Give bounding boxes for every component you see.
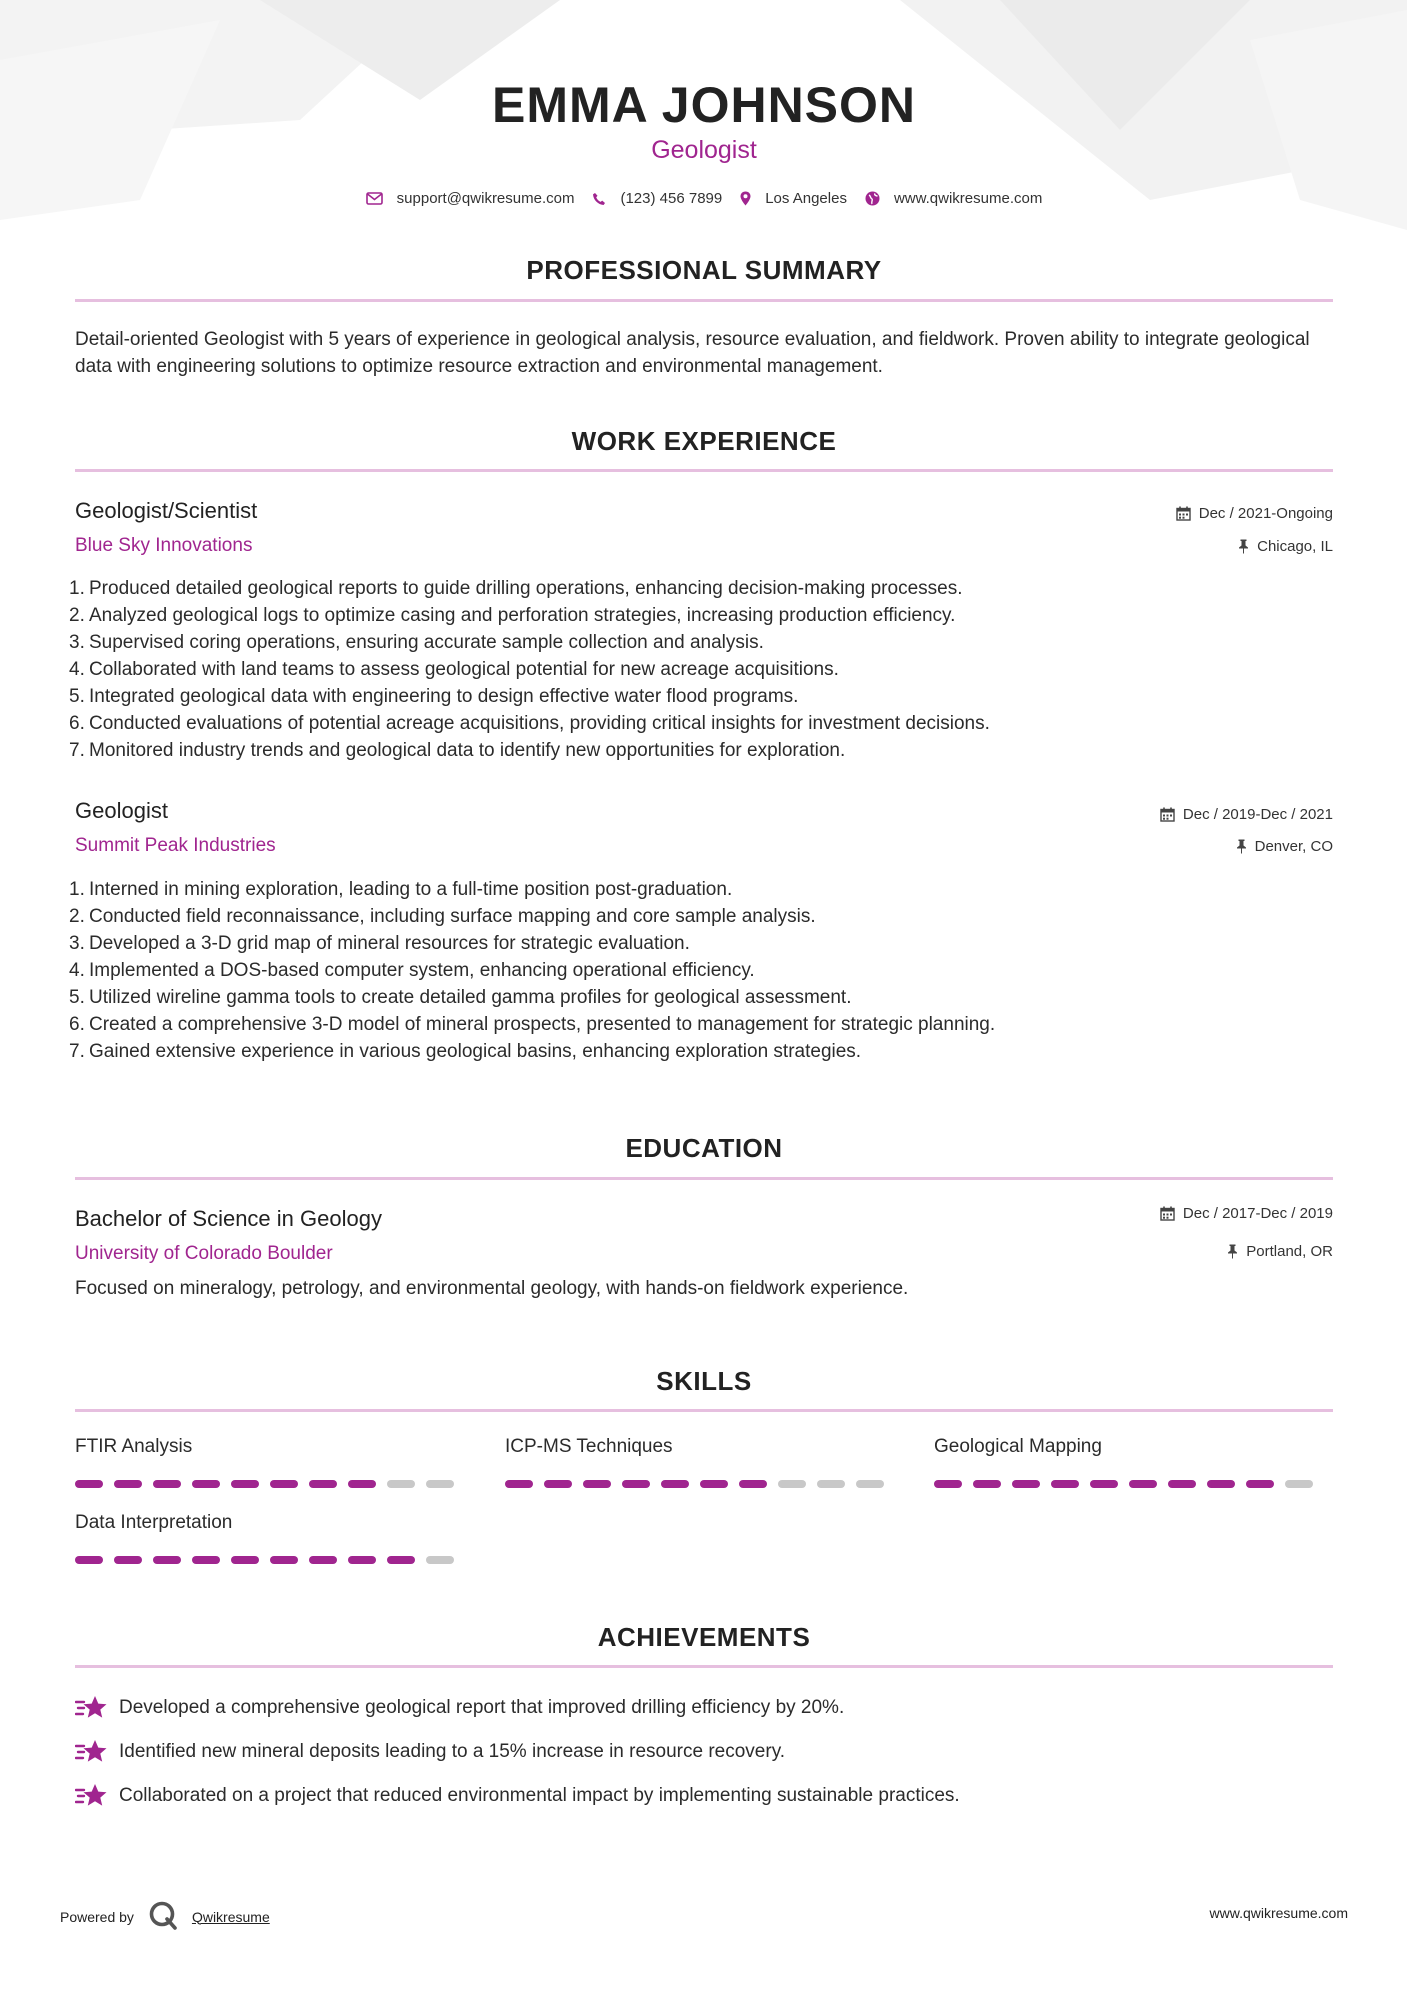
rating-dot-filled [1246,1480,1274,1488]
achievement-item [75,1693,844,1723]
job-dates [1160,806,1333,823]
summary-divider [75,299,1333,302]
skill-rating [75,1556,455,1564]
rating-dot-filled [544,1480,572,1488]
skill-item [75,1436,455,1488]
rating-dot-filled [973,1480,1001,1488]
achievement-item [75,1737,785,1767]
globe-icon [865,191,880,206]
contact-phone[interactable] [592,190,722,207]
phone-icon [592,192,606,206]
education-dates-text: Dec / 2017-Dec / 2019 [1182,1205,1333,1222]
job-location [1238,538,1333,555]
list-item: 3. Supervised coring operations, ensuring accurate sample collection and analysis. [69,632,764,653]
phone-text: (123) 456 7899 [620,190,723,207]
list-item: 3. Developed a 3-D grid map of mineral resources for strategic evaluation. [69,933,690,954]
candidate-name: EMMA JOHNSON [491,77,917,133]
rating-dot-filled [309,1556,337,1564]
skill-item [934,1436,1314,1488]
rating-dot-filled [700,1480,728,1488]
powered-by-label: Powered by [60,1908,134,1925]
qwikresume-logo-icon [148,1900,178,1933]
contact-bar [75,190,1333,207]
job-company: Summit Peak Industries [75,835,276,856]
rating-dot-filled [1129,1480,1157,1488]
achievements-heading: ACHIEVEMENTS [597,1622,811,1652]
website-text: www.qwikresume.com [893,190,1043,207]
star-icon [75,1781,109,1811]
rating-dot-filled [231,1556,259,1564]
pushpin-icon [1238,539,1249,554]
skill-rating [505,1480,885,1488]
rating-dot-filled [1012,1480,1040,1488]
list-item: 7. Monitored industry trends and geological data to identify new opportunities for exploration. [69,740,846,761]
rating-dot-filled [75,1556,103,1564]
email-text: support@qwikresume.com [396,190,575,207]
job-company: Blue Sky Innovations [75,535,253,556]
education-dates [1160,1205,1333,1222]
rating-dot-filled [622,1480,650,1488]
skill-name: Data Interpretation [75,1512,233,1533]
rating-dot-empty [387,1480,415,1488]
rating-dot-filled [231,1480,259,1488]
rating-dot-filled [505,1480,533,1488]
rating-dot-filled [114,1480,142,1488]
map-pin-icon [740,191,751,206]
education-divider [75,1177,1333,1180]
achievement-text: Developed a comprehensive geological report that improved drilling efficiency by 20%. [119,1697,845,1718]
rating-dot-filled [661,1480,689,1488]
rating-dot-filled [192,1556,220,1564]
rating-dot-filled [114,1556,142,1564]
skill-name: FTIR Analysis [75,1436,193,1457]
rating-dot-filled [1051,1480,1079,1488]
achievements-divider [75,1665,1333,1668]
rating-dot-empty [856,1480,884,1488]
rating-dot-filled [387,1556,415,1564]
education-location-text: Portland, OR [1246,1243,1333,1260]
skill-item [75,1512,455,1564]
rating-dot-empty [426,1480,454,1488]
list-item: 6. Conducted evaluations of potential acreage acquisitions, providing critical insights for investment decisions. [69,713,990,734]
job-bullets [69,575,1309,764]
job-dates-text: Dec / 2021-Ongoing [1198,505,1333,522]
rating-dot-filled [583,1480,611,1488]
rating-dot-filled [348,1480,376,1488]
contact-location [740,190,847,207]
job-location-text: Denver, CO [1254,838,1333,855]
calendar-icon [1160,1206,1175,1221]
list-item: 4. Implemented a DOS-based computer system, enhancing operational efficiency. [69,960,755,981]
skill-name: ICP-MS Techniques [505,1436,673,1457]
star-icon [75,1693,109,1723]
rating-dot-filled [153,1480,181,1488]
list-item: 5. Utilized wireline gamma tools to create detailed gamma profiles for geological assessment. [69,987,852,1008]
job-title: Geologist [75,798,168,823]
rating-dot-filled [192,1480,220,1488]
list-item: 7. Gained extensive experience in various geological basins, enhancing exploration strategies. [69,1041,862,1062]
footer-brand-link[interactable]: Qwikresume [191,1908,270,1925]
job-location-text: Chicago, IL [1257,538,1333,555]
location-text: Los Angeles [765,190,847,207]
rating-dot-filled [348,1556,376,1564]
rating-dot-filled [153,1556,181,1564]
rating-dot-filled [1090,1480,1118,1488]
achievement-text: Collaborated on a project that reduced environmental impact by implementing sustainable practices. [119,1785,960,1806]
list-item: 4. Collaborated with land teams to assess geological potential for new acreage acquisitions. [69,659,839,680]
rating-dot-filled [270,1480,298,1488]
achievement-item [75,1781,960,1811]
experience-heading: WORK EXPERIENCE [571,426,837,456]
rating-dot-empty [778,1480,806,1488]
rating-dot-empty [1285,1480,1313,1488]
experience-divider [75,469,1333,472]
rating-dot-filled [309,1480,337,1488]
job-dates-text: Dec / 2019-Dec / 2021 [1182,806,1333,823]
rating-dot-filled [934,1480,962,1488]
degree-title: Bachelor of Science in Geology [75,1206,382,1231]
skill-item [505,1436,885,1488]
job-location [1236,838,1333,855]
skills-divider [75,1409,1333,1412]
calendar-icon [1176,506,1191,521]
education-heading: EDUCATION [625,1133,783,1163]
list-item: 2. Analyzed geological logs to optimize casing and perforation strategies, increasing production efficiency. [69,605,956,626]
envelope-icon [366,192,383,205]
summary-heading: PROFESSIONAL SUMMARY [526,255,882,285]
list-item: 6. Created a comprehensive 3-D model of mineral prospects, presented to management for strategic planning. [69,1014,996,1035]
job-title: Geologist/Scientist [75,498,258,523]
education-location [1227,1243,1333,1260]
school-name: University of Colorado Boulder [75,1243,333,1264]
rating-dot-filled [739,1480,767,1488]
candidate-title: Geologist [651,136,757,164]
contact-website[interactable] [865,190,1042,207]
pushpin-icon [1236,839,1247,854]
list-item: 1. Produced detailed geological reports to guide drilling operations, enhancing decision-making processes. [69,578,963,599]
achievement-text: Identified new mineral deposits leading to a 15% increase in resource recovery. [119,1741,786,1762]
education-description: Focused on mineralogy, petrology, and environmental geology, with hands-on fieldwork experience. [75,1278,909,1299]
rating-dot-empty [817,1480,845,1488]
footer-powered-by [60,1900,270,1933]
list-item: 2. Conducted field reconnaissance, including surface mapping and core sample analysis. [69,906,816,927]
skills-heading: SKILLS [656,1366,752,1396]
job-bullets [69,876,1309,1065]
footer-website[interactable]: www.qwikresume.com [1209,1905,1348,1921]
list-item: 1. Interned in mining exploration, leading to a full-time position post-graduation. [69,879,733,900]
skill-rating [934,1480,1314,1488]
job-dates [1176,505,1333,522]
star-icon [75,1737,109,1767]
rating-dot-filled [75,1480,103,1488]
rating-dot-filled [1168,1480,1196,1488]
skill-rating [75,1480,455,1488]
contact-email[interactable] [366,190,575,207]
skill-name: Geological Mapping [934,1436,1102,1457]
calendar-icon [1160,807,1175,822]
summary-text: Detail-oriented Geologist with 5 years of experience in geological analysis, resource evaluation, and fieldwork. Proven ability to integrate geological data with engineering solutions to optimize resource extraction and environmental management. [75,329,1310,377]
rating-dot-filled [270,1556,298,1564]
rating-dot-filled [1207,1480,1235,1488]
list-item: 5. Integrated geological data with engineering to design effective water flood programs. [69,686,799,707]
pushpin-icon [1227,1244,1238,1259]
rating-dot-empty [426,1556,454,1564]
